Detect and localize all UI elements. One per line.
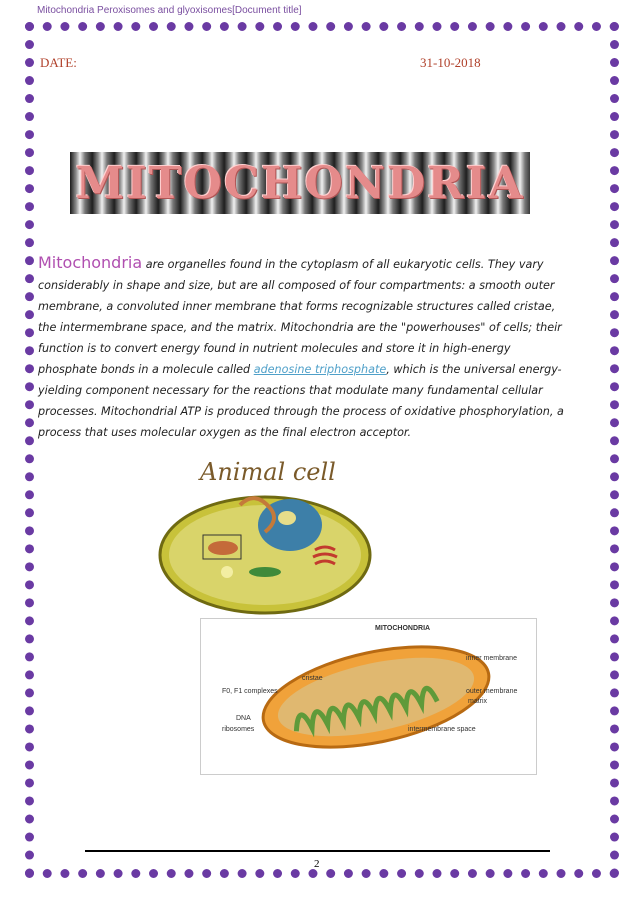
atp-link[interactable]: adenosine triphosphate xyxy=(253,363,387,376)
body-text-part2: , which is the universal energy-yielding component necessary for the reactions that modulate many fundamental cellular processes. Mitochondrial ATP is produced through the process of oxidative phosphorylation, a process that uses molecular oxygen as the final electron acceptor. xyxy=(38,363,564,439)
cell-mitochondrion xyxy=(208,541,238,555)
label-intermembrane-space: intermembrane space xyxy=(408,726,476,733)
label-complexes: F0, F1 complexes xyxy=(222,688,278,695)
animal-cell-caption: Animal cell xyxy=(200,458,336,486)
mitochondrion-illustration xyxy=(201,619,536,774)
label-outer-membrane: outer membrane xyxy=(466,688,518,695)
body-paragraph xyxy=(38,252,573,443)
title-banner-image xyxy=(70,152,530,214)
label-ribosomes: ribosomes xyxy=(222,726,255,733)
cell-vacuole xyxy=(249,567,281,577)
label-matrix: matrix xyxy=(468,698,488,705)
label-cristae: cristae xyxy=(302,675,323,682)
cell-vesicle xyxy=(221,566,233,578)
mitochondria-diagram xyxy=(200,618,537,775)
footer-divider xyxy=(85,850,550,852)
lead-word: Mitochondria xyxy=(38,253,143,272)
date-label: DATE: xyxy=(40,55,77,70)
label-inner-membrane: inner membrane xyxy=(466,655,517,662)
banner-text: MITOCHONDRIA xyxy=(75,157,525,209)
mitochondria-diagram-title: MITOCHONDRIA xyxy=(375,625,431,632)
date-value: 31-10-2018 xyxy=(420,55,481,70)
document-header-title: Mitochondria Peroxisomes and glyoxisomes[Document title] xyxy=(37,5,302,16)
cell-nucleolus xyxy=(278,511,296,525)
label-dna: DNA xyxy=(236,715,251,722)
body-text-part1: are organelles found in the cytoplasm of all eukaryotic cells. They vary considerably in shape and size, but are all composed of four compartments: a smooth outer membrane, a convoluted inner membrane that forms recognizable structures called cristae, the intermembrane space, and the matrix. Mitochondria are the "powerhouses" of cells; their function is to convert energy found in nutrient molecules and store it in high-energy phosphate bonds in a molecule called xyxy=(38,258,562,376)
page-number: 2 xyxy=(314,858,320,870)
